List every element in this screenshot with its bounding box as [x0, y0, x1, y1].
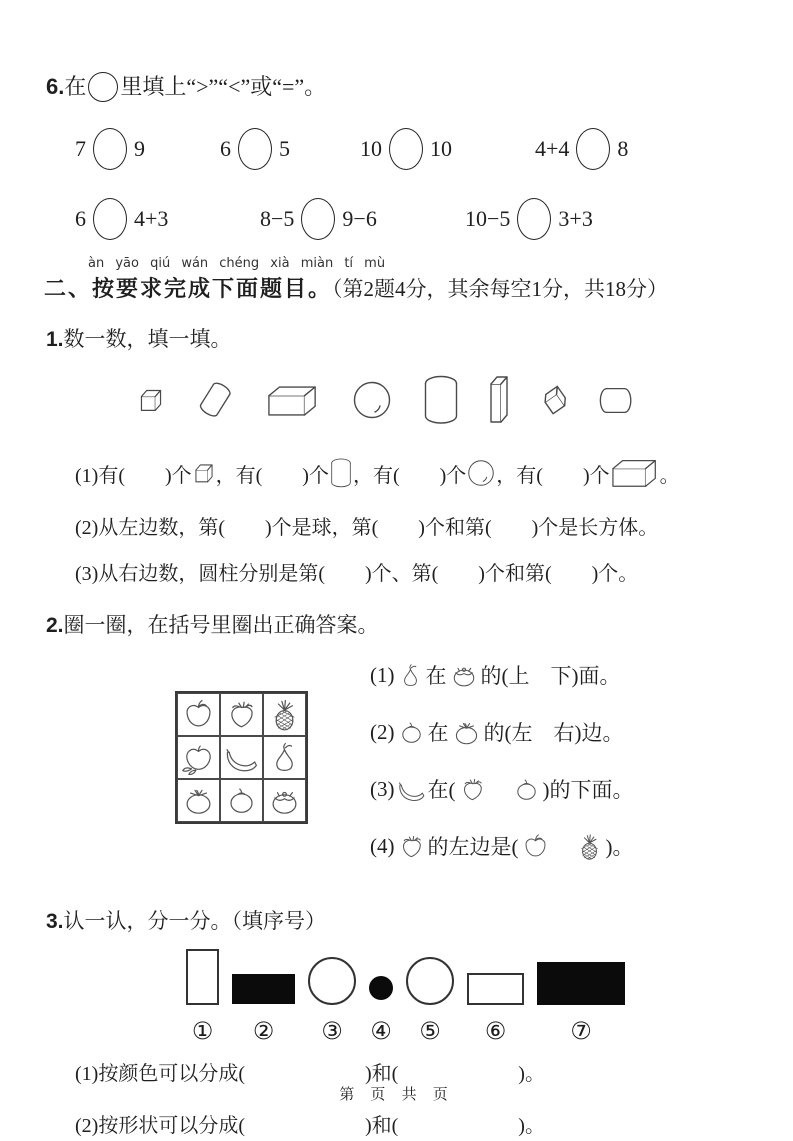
shape-number-label: ⑦: [570, 1017, 592, 1045]
q1-line-2: (2)从左边数，第( )个是球，第( )个和第( )个是长方体。: [75, 517, 659, 539]
section2-title: 二、按要求完成下面题目。: [44, 276, 333, 301]
tilted-cube-icon: [526, 381, 588, 419]
classify-shape-item: [406, 957, 454, 1045]
pear-icon: [397, 662, 424, 689]
q2-number: 2.: [46, 614, 64, 637]
q1-number: 1.: [46, 328, 64, 351]
q2-line3-text: [489, 774, 510, 804]
q2-line3-text: (3): [370, 776, 395, 801]
cylinder-icon: [408, 375, 474, 425]
q3-title-text: 认一认，分一分。（填序号）: [63, 909, 327, 933]
shape-number-label: ③: [321, 1017, 343, 1045]
classify-shape-item: [467, 973, 524, 1045]
q1-line-1: [75, 449, 793, 497]
sphere-icon: [336, 380, 408, 420]
cylinder-icon: [330, 458, 352, 488]
q2-line-3: [370, 769, 634, 809]
q6-row-2: [75, 196, 793, 242]
q1-line1-text: 。: [659, 464, 680, 487]
q1-title: [46, 323, 793, 353]
white-rect-shape: [186, 949, 219, 1005]
q2-questions: [370, 655, 634, 883]
shape-number-label: ②: [252, 1017, 275, 1045]
q2-line3-text: 在(: [427, 778, 456, 802]
section2-score-note: （第2题4分，其余每空1分，共18分）: [332, 277, 669, 301]
answer-circle-icon: [88, 72, 118, 102]
q1-line1-text: ，有( )个: [496, 464, 610, 487]
q1-line1-text: ，有( )个: [215, 464, 329, 487]
tomato-icon: [177, 779, 220, 822]
q6-title-post: 里填上“>”“<”或“=”。: [120, 74, 327, 99]
classify-shape-item: [308, 957, 356, 1045]
comparison-item: [220, 128, 360, 170]
q3-shape-row: [186, 949, 793, 1045]
apple-icon: [177, 693, 220, 736]
comparison-left-value: 4+4: [535, 136, 570, 161]
comparison-item: [260, 198, 465, 240]
q2-line-2: [370, 712, 634, 752]
q3-number: 3.: [46, 910, 64, 933]
white-circle-shape: [308, 957, 356, 1005]
q6-title-pre: 在: [64, 74, 87, 99]
q3-line-1: (1)按颜色可以分成( )和( )。: [75, 1063, 545, 1085]
black-rect-shape: [232, 974, 295, 1004]
comparison-right-value: 5: [279, 136, 290, 161]
white-rect-shape: [467, 973, 524, 1005]
q1-line1-text: (1)有( )个: [75, 464, 192, 487]
pear-icon: [263, 736, 306, 779]
q2-line4-text: (4): [370, 833, 395, 858]
comparison-left-value: 6: [220, 136, 231, 161]
comparison-right-value: 9−6: [342, 206, 377, 231]
strawberry-icon: [458, 775, 487, 804]
comparison-left-value: 8−5: [260, 206, 295, 231]
cuboid-icon: [611, 458, 659, 488]
q3-line-2: (2)按形状可以分成( )和( )。: [75, 1115, 545, 1137]
q2-line4-text: )。: [605, 835, 634, 859]
classify-shape-item: [232, 974, 295, 1045]
shape-number-label: ⑥: [484, 1017, 507, 1045]
sphere-icon: [467, 459, 495, 487]
answer-circle-icon: [93, 198, 127, 240]
fruit-grid: [175, 691, 308, 824]
pineapple-icon: [575, 832, 604, 861]
q2-title: [46, 609, 793, 639]
comparison-item: [535, 128, 695, 170]
q6-title: [46, 70, 793, 102]
comparison-right-value: 10: [430, 136, 452, 161]
tilted-cylinder-icon: [180, 377, 250, 423]
comparison-left-value: 6: [75, 206, 86, 231]
comparison-item: [360, 128, 535, 170]
q6-row-1: [75, 126, 793, 172]
q2-content: [175, 655, 793, 883]
comparison-right-value: 3+3: [558, 206, 593, 231]
strawberry-icon: [397, 832, 426, 861]
comparison-item: [75, 198, 260, 240]
q2-line1-text: 的(上 下)面。: [480, 664, 621, 688]
q1-title-text: 数一数，填一填。: [63, 327, 232, 351]
white-circle-shape: [406, 957, 454, 1005]
q3-title: [46, 905, 793, 935]
answer-circle-icon: [238, 128, 272, 170]
section2-pinyin: àn yāo qiú wán chéng xià miàn tí mù: [88, 256, 386, 271]
persimmon-icon: [449, 660, 479, 690]
q2-line4-text: [552, 831, 573, 861]
q2-line-1: [370, 655, 634, 695]
answer-circle-icon: [301, 198, 335, 240]
q6-number: 6.: [46, 74, 65, 99]
cube-icon: [122, 387, 180, 413]
shape-number-label: ④: [370, 1017, 392, 1045]
q2-title-text: 圈一圈，在括号里圈出正确答案。: [63, 613, 379, 637]
answer-circle-icon: [517, 198, 551, 240]
page-footer: 第 页 共 页: [339, 1086, 454, 1103]
banana-icon: [397, 775, 426, 804]
q2-line1-text: 在: [425, 664, 447, 688]
black-circle-shape: [369, 976, 393, 1000]
cuboid-icon: [250, 384, 336, 417]
comparison-left-value: 7: [75, 136, 86, 161]
comparison-item: [465, 198, 655, 240]
classify-shape-item: [186, 949, 219, 1045]
persimmon-icon: [263, 779, 306, 822]
answer-circle-icon: [93, 128, 127, 170]
apple-icon: [521, 832, 550, 861]
q2-line4-text: 的左边是(: [427, 835, 519, 859]
cube-icon: [193, 462, 215, 484]
persimmon-icon: [220, 779, 263, 822]
tall-cuboid-icon: [474, 375, 526, 425]
q2-line1-text: (1): [370, 662, 395, 687]
peach-icon: [177, 736, 220, 779]
shape-number-label: ①: [191, 1017, 214, 1045]
classify-shape-item: [369, 976, 393, 1045]
q1-line-3: (3)从右边数，圆柱分别是第( )个、第( )个和第( )个。: [75, 563, 639, 585]
shape-number-label: ⑤: [419, 1017, 441, 1045]
q2-line2-text: 在: [427, 721, 449, 745]
q2-line2-text: 的(左 右)边。: [483, 721, 624, 745]
answer-circle-icon: [389, 128, 423, 170]
q2-line2-text: (2): [370, 719, 395, 744]
tomato-icon: [451, 717, 482, 748]
strawberry-icon: [220, 693, 263, 736]
classify-shape-item: [537, 962, 625, 1045]
black-rect-shape: [537, 962, 625, 1005]
comparison-left-value: 10−5: [465, 206, 511, 231]
comparison-right-value: 9: [134, 136, 145, 161]
persimmon-icon: [397, 718, 426, 747]
section2-heading: [44, 272, 793, 303]
q2-line-4: [370, 826, 634, 866]
answer-circle-icon: [576, 128, 610, 170]
comparison-left-value: 10: [360, 136, 382, 161]
comparison-right-value: 8: [617, 136, 629, 161]
q1-line1-text: ，有( )个: [352, 464, 467, 487]
side-cylinder-icon: [588, 386, 646, 415]
pineapple-icon: [263, 693, 306, 736]
banana-icon: [220, 736, 263, 779]
persimmon-icon: [512, 775, 541, 804]
q2-line3-text: )的下面。: [542, 778, 634, 802]
comparison-item: [75, 128, 220, 170]
comparison-right-value: 4+3: [134, 206, 169, 231]
q1-shape-row: [122, 363, 793, 437]
